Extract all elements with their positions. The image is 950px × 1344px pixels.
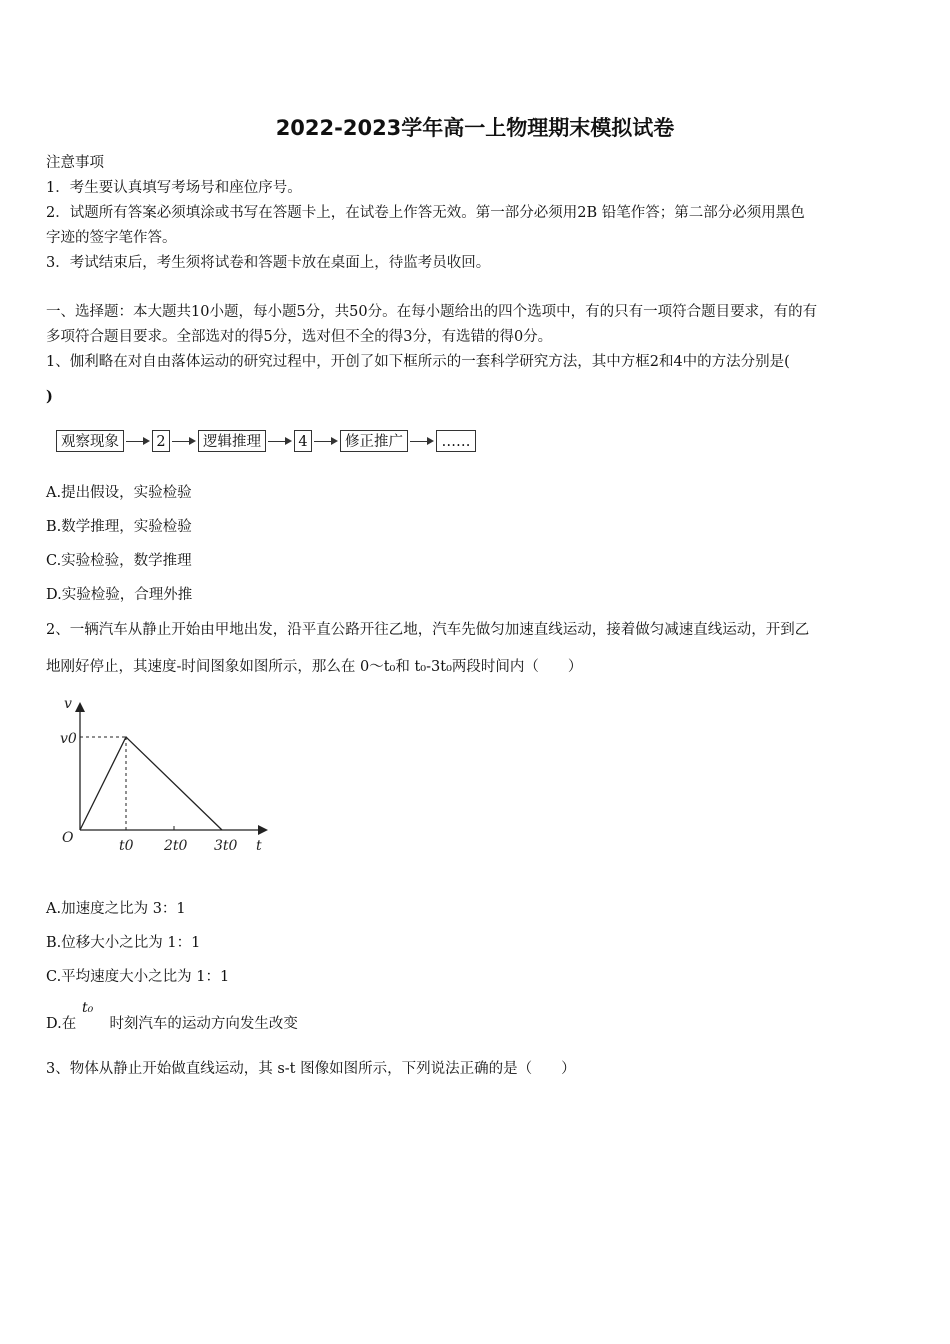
q2-vt-graph	[46, 690, 276, 860]
q2-stem: 2、一辆汽车从静止开始由甲地出发，沿平直公路开往乙地，汽车先做匀加速直线运动，接着做匀减速直线运动，开到乙	[46, 622, 810, 638]
q1-stem: 1、伽利略在对自由落体运动的研究过程中，开创了如下框所示的一套科学研究方法，其中方框2和4中的方法分别是(	[46, 354, 790, 370]
y-axis-arrow-icon	[75, 702, 85, 712]
notice-item-1: 1．考生要认真填写考场号和座位序号。	[46, 180, 302, 196]
x-axis-label: t	[256, 838, 262, 854]
q1-option-d: D.实验检验，合理外推	[46, 587, 193, 603]
section1-line2: 多项符合题目要求。全部选对的得5分，选对但不全的得3分，有选错的得0分。	[46, 329, 553, 345]
q3-stem: 3、物体从静止开始做直线运动，其 s-t 图像如图所示，下列说法正确的是（ ）	[46, 1061, 576, 1077]
q1-flowchart	[56, 430, 476, 452]
flow-arrow-icon	[266, 430, 294, 452]
flow-box-4: 4	[294, 430, 312, 452]
flow-arrow-icon	[170, 430, 198, 452]
notice-item-2: 2．试题所有答案必须填涂或书写在答题卡上，在试卷上作答无效。第一部分必须用2B 铅笔作答；第二部分必须用黑色	[46, 205, 805, 221]
v0-label: v0	[60, 731, 77, 747]
flow-box-logic: 逻辑推理	[198, 430, 266, 452]
q1-stem-close: )	[46, 388, 53, 405]
notice-item-3: 3．考试结束后，考生须将试卷和答题卡放在桌面上，待监考员收回。	[46, 255, 491, 271]
q2-option-c: C.平均速度大小之比为 1：1	[46, 969, 230, 985]
q2-option-a: A.加速度之比为 3：1	[46, 901, 186, 917]
flow-arrow-icon	[312, 430, 340, 452]
flow-box-2: 2	[152, 430, 170, 452]
page-title: 2022-2023学年高一上物理期末模拟试卷	[275, 116, 675, 140]
notice-item-2-cont: 字迹的签字笔作答。	[46, 230, 177, 246]
tick-label-3t0: 3t0	[214, 838, 238, 854]
q2-stem-cont: 地刚好停止，其速度-时间图象如图所示，那么在 0～t₀和 t₀-3t₀两段时间内（ ）	[46, 659, 583, 675]
flow-box-revise: 修正推广	[340, 430, 408, 452]
q2-option-d-prefix: D.在	[46, 1016, 77, 1032]
origin-label: O	[62, 830, 74, 846]
section1-line1: 一、选择题：本大题共10小题，每小题5分，共50分。在每小题给出的四个选项中，有的只有一项符合题目要求，有的有	[46, 304, 818, 320]
notice-heading: 注意事项	[46, 155, 104, 171]
q1-option-c: C.实验检验，数学推理	[46, 553, 192, 569]
q2-option-d-suffix: 时刻汽车的运动方向发生改变	[109, 1016, 298, 1032]
flow-arrow-icon	[408, 430, 436, 452]
flow-box-observe: 观察现象	[56, 430, 124, 452]
q1-option-b: B.数学推理，实验检验	[46, 519, 192, 535]
x-axis-arrow-icon	[258, 825, 268, 835]
tick-label-t0: t0	[119, 838, 134, 854]
q2-option-d-symbol: t₀	[82, 1000, 94, 1016]
flow-arrow-icon	[124, 430, 152, 452]
y-axis-label: v	[64, 696, 72, 712]
q1-option-a: A.提出假设，实验检验	[46, 485, 192, 501]
flow-box-ellipsis: ……	[436, 430, 476, 452]
tick-label-2t0: 2t0	[164, 838, 188, 854]
velocity-line	[80, 737, 222, 830]
q2-option-b: B.位移大小之比为 1：1	[46, 935, 201, 951]
